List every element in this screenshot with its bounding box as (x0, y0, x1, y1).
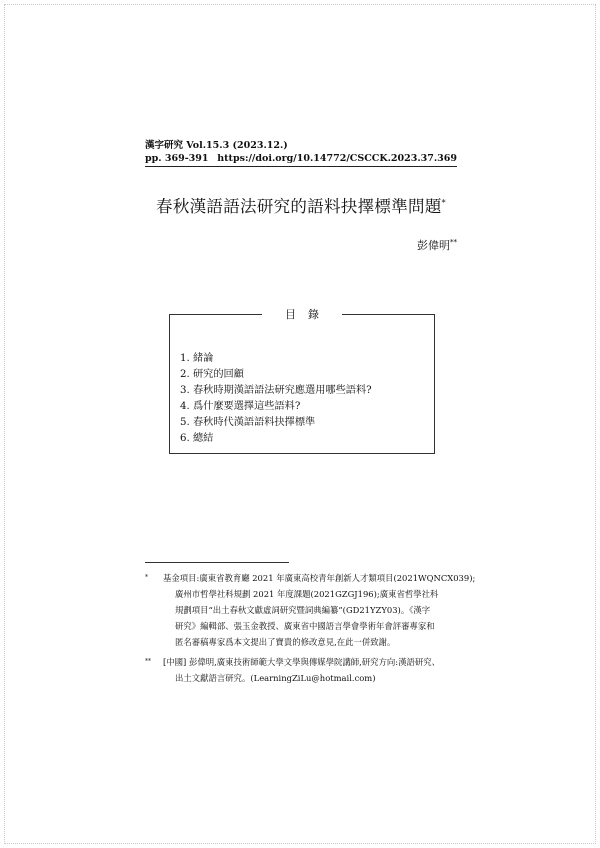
toc-item: 3. 春秋時期漢語語法研究應選用哪些語料? (180, 385, 372, 396)
header-pages-doi-line (145, 152, 457, 167)
footnote-funding (145, 570, 476, 650)
footnote-divider (145, 562, 289, 563)
toc-item: 2. 研究的回顧 (180, 369, 244, 380)
footnote-line: 廣州市哲學社科規劃 2021 年度課題(2021GZGJ196);廣東省哲學社科 (175, 589, 439, 599)
paper-title-text: 春秋漢語語法研究的語料抉擇標準問題 (156, 197, 442, 216)
footnote-line: 規劃項目“出土春秋文獻虛詞研究暨詞典編纂”(GD21YZY03)。《漢字 (175, 605, 431, 615)
footnote-body (163, 570, 475, 650)
running-header (145, 139, 457, 167)
footnote-line: 匿名審稿專家爲本文提出了寶貴的修改意見,在此一併致謝。 (175, 637, 396, 647)
footnote-line: 研究》編輯部、張玉金教授、廣東省中國語言學會學術年會評審專家和 (175, 621, 435, 631)
toc-item: 1. 緒論 (180, 353, 214, 364)
journal-info: 漢字研究 Vol.15.3 (2023.12.) (145, 140, 288, 151)
toc-item: 5. 春秋時代漢語語料抉擇標準 (180, 417, 316, 428)
doi-link[interactable]: https://doi.org/10.14772/CSCCK.2023.37.369 (217, 153, 457, 164)
footnote-mark: * (145, 574, 148, 581)
author-name: 彭偉明 (417, 239, 450, 252)
paper-title (145, 193, 457, 217)
table-of-contents (169, 308, 435, 454)
toc-item: 4. 爲什麼要選擇這些語料? (180, 401, 301, 412)
author-footnote-mark: ** (450, 238, 457, 247)
footnote-body (163, 654, 463, 686)
footnote-mark: ** (145, 658, 151, 665)
footnote-line: 出土文獻語言研究。(LearningZiLu@hotmail.com) (175, 673, 376, 683)
page-range: pp. 369-391 (145, 153, 209, 164)
toc-item: 6. 總結 (180, 433, 214, 444)
author (417, 237, 457, 253)
footnotes (145, 570, 476, 686)
title-footnote-mark: * (441, 198, 446, 208)
toc-list (180, 351, 372, 447)
toc-heading: 目錄 (285, 308, 331, 321)
footnote-line: 基金項目:廣東省教育廳 2021 年廣東高校青年創新人才類項目(2021WQNCX039); (163, 573, 476, 583)
footnote-line: [中國] 彭偉明,廣東技術師範大學文學與傳媒學院講師,研究方向:漢語研究、 (163, 657, 440, 667)
footnote-author (145, 654, 463, 686)
